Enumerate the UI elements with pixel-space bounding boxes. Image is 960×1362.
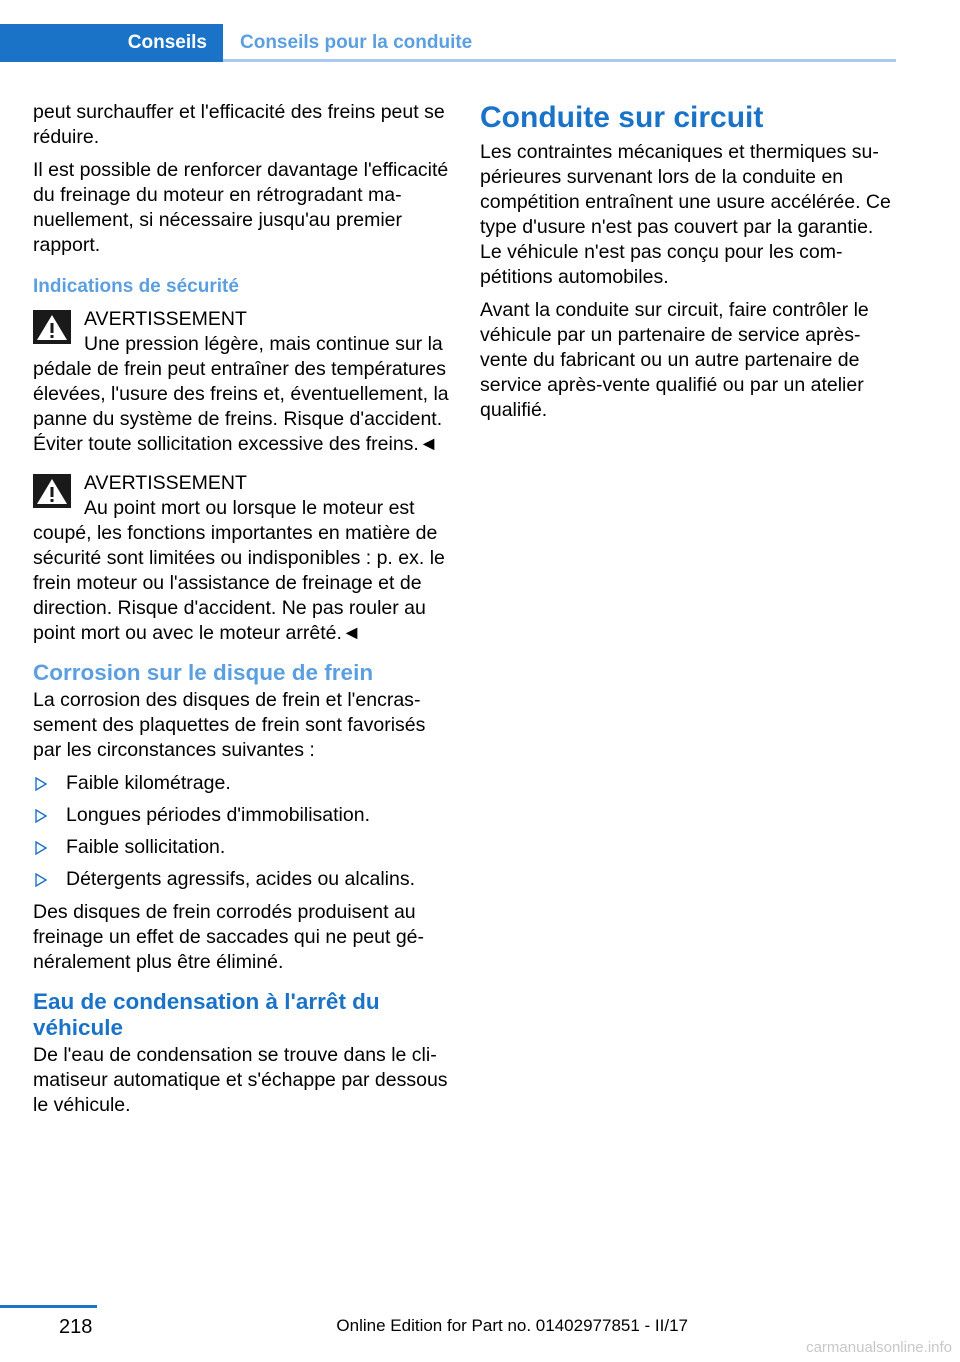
list-item-text: Faible kilométrage. <box>66 772 231 794</box>
warning-title: AVERTISSEMENT <box>84 308 247 330</box>
list-item-text: Faible sollicitation. <box>66 836 226 858</box>
warning-text-first-line: Une pression légère, mais continue sur la <box>84 333 443 355</box>
paragraph: Les contraintes mécaniques et thermiques supérieures survenant lors de la conduite en compétition entraînent une usure accélérée. Ce type d'usure n'est pas couvert par la garantie. Le véhicule n'est pas conçu pour les compétitions automobiles. <box>480 141 891 288</box>
safety-heading: Indications de sécurité <box>33 276 239 297</box>
watermark: carmanualsonline.info <box>806 1339 952 1356</box>
paragraph: De l'eau de condensation se trouve dans le climatiseur automatique et s'échappe par dessous le véhicule. <box>33 1044 448 1116</box>
page-header <box>0 24 896 62</box>
triangle-bullet-icon <box>35 777 47 791</box>
warning-title: AVERTISSEMENT <box>84 472 247 494</box>
paragraph: La corrosion des disques de frein et l'encrassement des plaquettes de frein sont favorisés par les circonstances suivantes : <box>33 689 426 761</box>
warning-text-first-line: Au point mort ou lorsque le moteur est <box>84 497 415 519</box>
triangle-bullet-icon <box>35 873 47 887</box>
bullet-list <box>33 771 449 892</box>
list-item-text: Longues périodes d'immobilisation. <box>66 804 370 826</box>
breadcrumb[interactable]: Conseils pour la conduite <box>240 32 473 53</box>
warning-block <box>33 471 449 646</box>
triangle-bullet-icon <box>35 809 47 823</box>
triangle-bullet-icon <box>35 841 47 855</box>
right-column <box>480 100 896 431</box>
footer-divider <box>0 1305 97 1308</box>
list-item-text: Détergents agressifs, acides ou alcalins. <box>66 868 416 890</box>
edition-info: Online Edition for Part no. 01402977851 - II/17 <box>336 1316 688 1335</box>
list-item <box>33 771 449 796</box>
paragraph: Avant la conduite sur circuit, faire contrôler le véhicule par un partenaire de service après-vente du fabricant ou un autre partenaire de service après-vente qualifié ou par un atelier qualifié. <box>480 299 869 421</box>
section-tab-conseils[interactable]: Conseils <box>0 24 223 62</box>
warning-text: coupé, les fonctions importantes en matière de sécurité sont limitées ou indisponibles : p. ex. le frein moteur ou l'assistance de freinage et de direction. Risque d'accident. Ne pas rouler au point mort ou avec le moteur arrêté.◄ <box>33 522 445 644</box>
paragraph: Des disques de frein corrodés produisent au freinage un effet de saccades qui ne peut généralement plus être éliminé. <box>33 901 425 973</box>
left-column <box>33 100 449 1126</box>
warning-text: pédale de frein peut entraîner des températures élevées, l'usure des freins et, éventuellement, la panne du système de freins. Risque d'accident. Éviter toute sollicitation excessive des freins.◄ <box>33 358 449 455</box>
warning-triangle-icon <box>33 310 71 344</box>
paragraph: peut surchauffer et l'efficacité des freins peut se réduire. <box>33 101 445 148</box>
list-item <box>33 867 449 892</box>
header-divider <box>223 59 896 62</box>
list-item <box>33 835 449 860</box>
warning-triangle-icon <box>33 474 71 508</box>
paragraph: Il est possible de renforcer davantage l'efficacité du freinage du moteur en rétrogradant manuellement, si nécessaire jusqu'au premier rapport. <box>33 159 449 256</box>
circuit-heading: Conduite sur circuit <box>480 101 764 134</box>
page-number: 218 <box>59 1316 93 1338</box>
list-item <box>33 803 449 828</box>
condensation-heading: Eau de condensation à l'arrêt du véhicule <box>33 989 380 1040</box>
warning-block <box>33 307 449 457</box>
corrosion-heading: Corrosion sur le disque de frein <box>33 660 374 685</box>
